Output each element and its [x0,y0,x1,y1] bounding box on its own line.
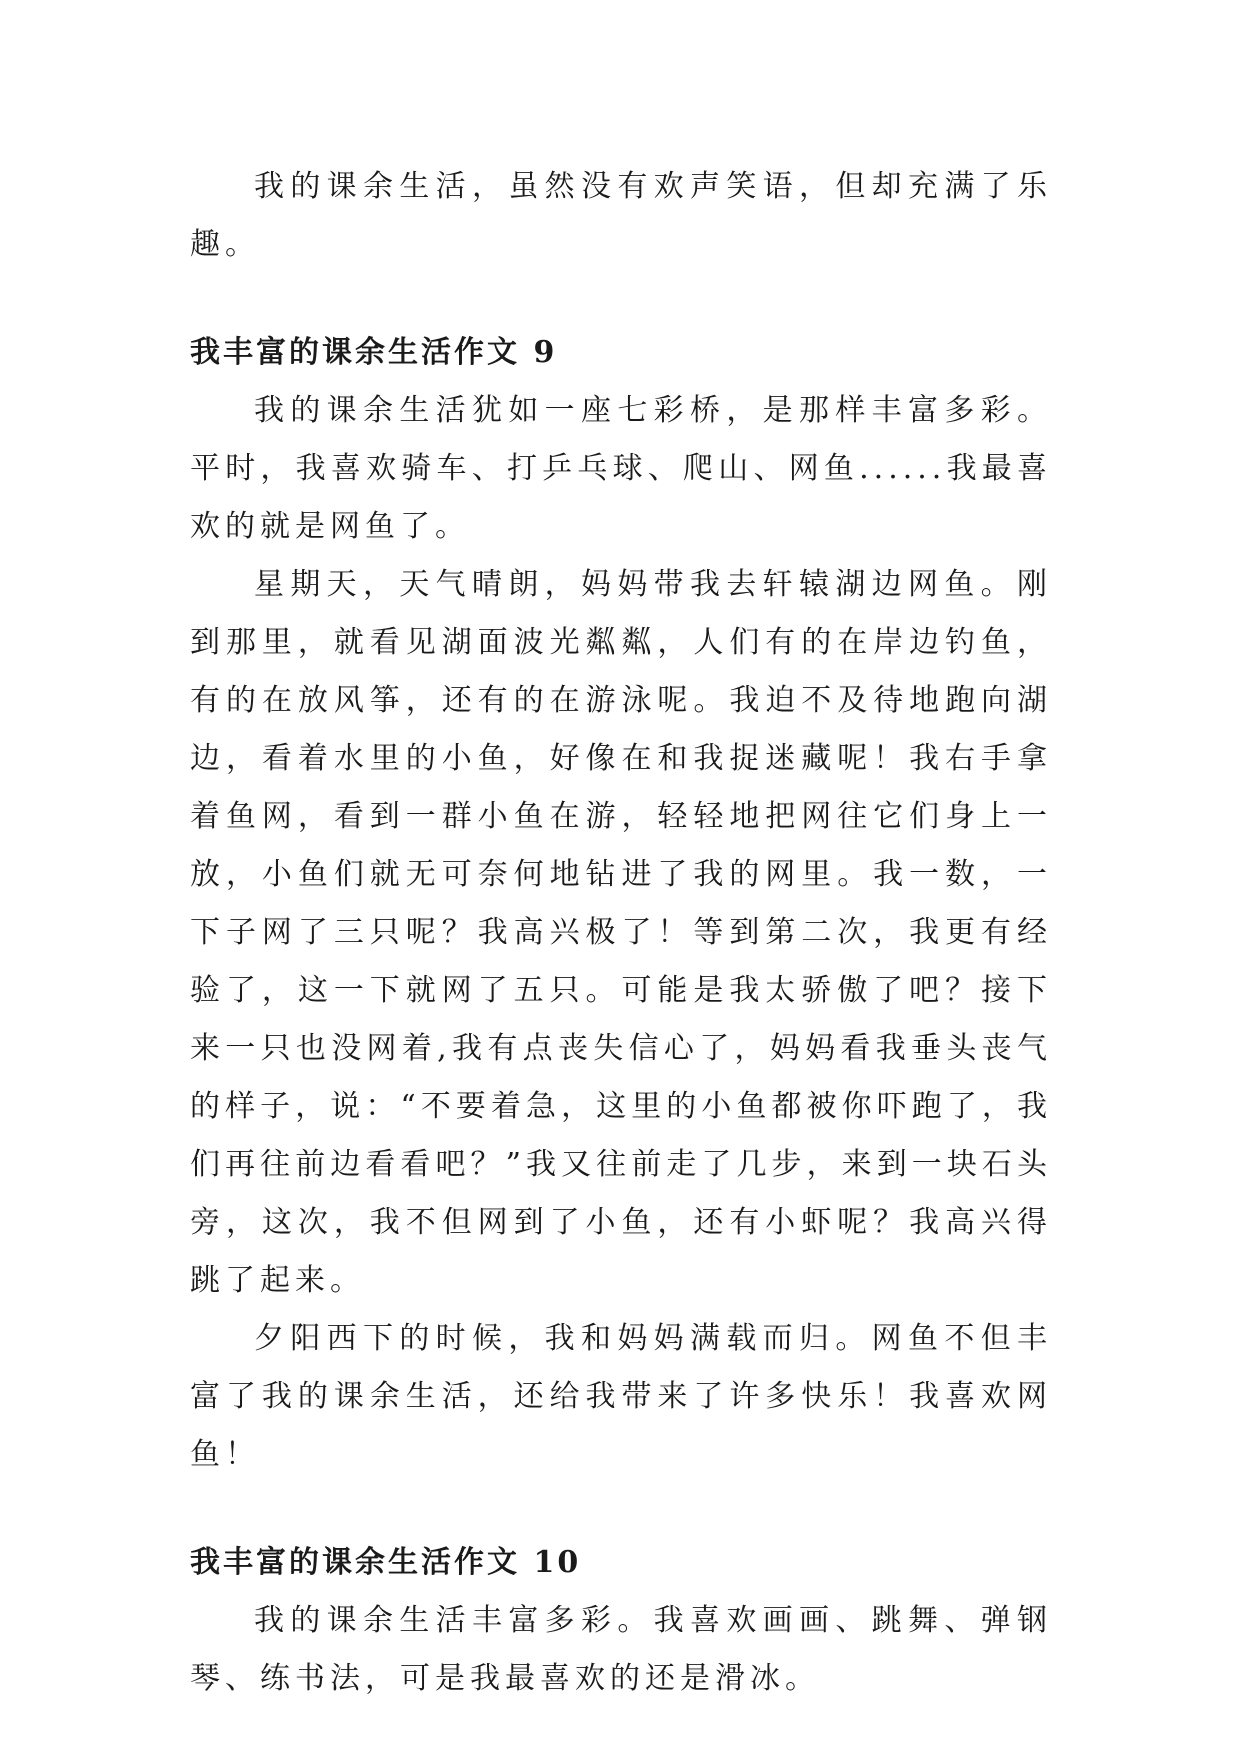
essay-10-paragraph-1: 我的课余生活丰富多彩。我喜欢画画、跳舞、弹钢琴、练书法，可是我最喜欢的还是滑冰。 [190,1603,1052,1696]
paragraph-intro-closing: 我的课余生活，虽然没有欢声笑语，但却充满了乐趣。 [190,169,1052,262]
essay-title-10: 我丰富的课余生活作文 10 [190,1545,582,1580]
essay-9-paragraph-3: 夕阳西下的时候，我和妈妈满载而归。网鱼不但丰富了我的课余生活，还给我带来了许多快乐！我喜欢网鱼！ [190,1321,1052,1472]
essay-section-10 [190,1534,1052,1708]
essay-section-9 [190,324,1052,1484]
document-page [190,158,1052,1708]
essay-9-paragraph-2: 星期天，天气晴朗，妈妈带我去轩辕湖边网鱼。刚到那里，就看见湖面波光粼粼，人们有的在岸边钓鱼，有的在放风筝，还有的在游泳呢。我迫不及待地跑向湖边，看着水里的小鱼，好像在和我捉迷藏呢！我右手拿着鱼网，看到一群小鱼在游，轻轻地把网往它们身上一放，小鱼们就无可奈何地钻进了我的网里。我一数，一下子网了三只呢？我高兴极了！等到第二次，我更有经验了，这一下就网了五只。可能是我太骄傲了吧？接下来一只也没网着,我有点丧失信心了，妈妈看我垂头丧气的样子，说：“不要着急，这里的小鱼都被你吓跑了，我们再往前边看看吧？”我又往前走了几步，来到一块石头旁，这次，我不但网到了小鱼，还有小虾呢？我高兴得跳了起来。 [190,567,1052,1298]
essay-title-9: 我丰富的课余生活作文 9 [190,335,558,370]
essay-9-paragraph-1: 我的课余生活犹如一座七彩桥，是那样丰富多彩。平时，我喜欢骑车、打乒乓球、爬山、网鱼......我最喜欢的就是网鱼了。 [190,393,1052,544]
